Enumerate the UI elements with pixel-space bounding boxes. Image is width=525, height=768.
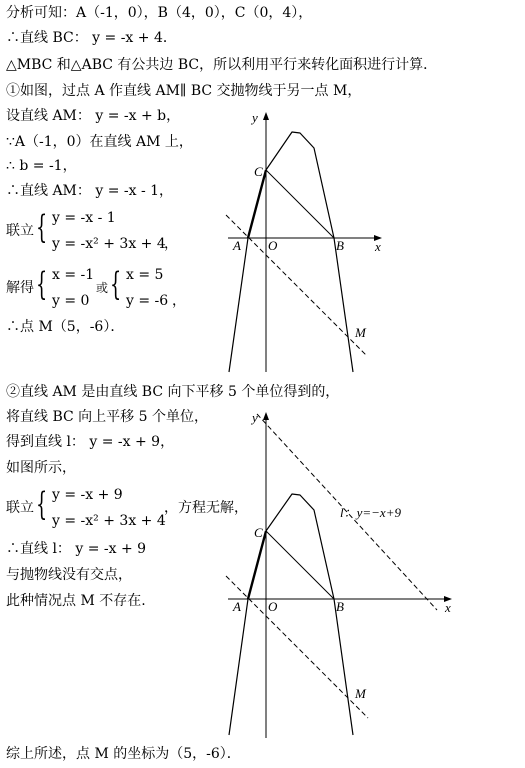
fig1-point-m: M — [355, 325, 366, 340]
fig1-origin-label: O — [268, 238, 278, 253]
fig2-point-b: B — [336, 599, 344, 614]
case-1-intro: ①如图，过点 A 作直线 AM∥ BC 交抛物线于另一点 M， — [6, 83, 362, 99]
fig2-segment-ac — [248, 531, 266, 599]
fig2-y-label: y — [252, 410, 258, 425]
line-l-equation: 得到直线 l： y = -x + 9， — [6, 434, 175, 450]
solution-2-y: y = -6 — [126, 293, 169, 309]
fig2-x-label: x — [445, 600, 451, 615]
solution-or: 或 — [96, 281, 109, 295]
solution-2-x: x = 5 — [126, 267, 164, 283]
fig1-y-arrow — [263, 112, 269, 120]
fig1-point-b: B — [336, 238, 344, 253]
case-2-intro: ②直线 AM 是由直线 BC 向下平移 5 个单位得到的， — [6, 384, 340, 400]
analysis-line: 分析可知：A（-1，0），B（4，0），C（0，4）， — [6, 5, 313, 21]
fig1-segment-ac — [248, 170, 266, 238]
fig1-line-bc — [266, 170, 334, 238]
fig1-x-label: x — [375, 239, 381, 254]
system-2-eq2: y = -x² + 3x + 4 — [52, 513, 166, 529]
shift-bc-up: 将直线 BC 向上平移 5 个单位， — [6, 409, 208, 425]
system-1-brace: { — [36, 208, 48, 246]
system-2-brace: { — [36, 485, 48, 523]
solution-brace-1: { — [36, 265, 48, 303]
m-not-exist: 此种情况点 M 不存在. — [6, 593, 146, 609]
fig2-point-m: M — [355, 686, 366, 701]
assume-line-am: 设直线 AM： y = -x + b， — [6, 108, 181, 124]
fig2-point-a: A — [233, 599, 241, 614]
solution-brace-2: { — [110, 265, 122, 303]
system-2-label: 联立 — [6, 500, 34, 516]
system-2-eq1: y = -x + 9 — [52, 487, 123, 503]
figure-2 — [215, 400, 460, 740]
b-value: ∴ b = -1， — [6, 158, 77, 174]
figure-1 — [215, 100, 395, 375]
system-1-eq2: y = -x² + 3x + 4 — [52, 236, 166, 252]
fig2-line-bc — [266, 531, 334, 599]
system-1-eq1: y = -x - 1 — [52, 210, 116, 226]
fig2-line-l-label: l：y=−x+9 — [340, 505, 401, 520]
solution-1-x: x = -1 — [52, 267, 95, 283]
fig1-y-label: y — [252, 110, 258, 125]
fig1-line-am — [226, 215, 366, 355]
point-a-on-am: ∵A（-1，0）在直线 AM 上， — [6, 134, 193, 150]
fig2-parabola — [229, 494, 353, 735]
solution-1-y: y = 0 — [52, 293, 90, 309]
line-am-equation: ∴直线 AM： y = -x - 1， — [6, 183, 174, 199]
line-bc-equation: ∴直线 BC： y = -x + 4． — [6, 30, 177, 46]
as-shown: 如图所示， — [6, 460, 76, 476]
fig2-y-arrow — [263, 412, 269, 420]
area-reasoning: △MBC 和△ABC 有公共边 BC，所以利用平行来转化面积进行计算． — [6, 57, 438, 73]
fig1-parabola — [229, 132, 353, 372]
fig2-origin-label: O — [268, 599, 278, 614]
conclusion: 综上所述，点 M 的坐标为（5，-6）． — [6, 746, 241, 762]
fig1-point-a: A — [233, 238, 241, 253]
system-2-tail: ，方程无解， — [164, 500, 248, 516]
fig2-point-c: C — [254, 525, 263, 540]
line-l-restate: ∴直线 l： y = -x + 9 — [6, 541, 147, 557]
system-1-tail: ， — [164, 236, 178, 252]
system-1-label: 联立 — [6, 223, 34, 239]
point-m-result: ∴点 M（5，-6）． — [6, 319, 125, 335]
solution-label: 解得 — [6, 280, 34, 296]
solution-tail: ， — [172, 293, 186, 309]
fig1-point-c: C — [254, 164, 263, 179]
no-intersection: 与抛物线没有交点， — [6, 567, 132, 583]
